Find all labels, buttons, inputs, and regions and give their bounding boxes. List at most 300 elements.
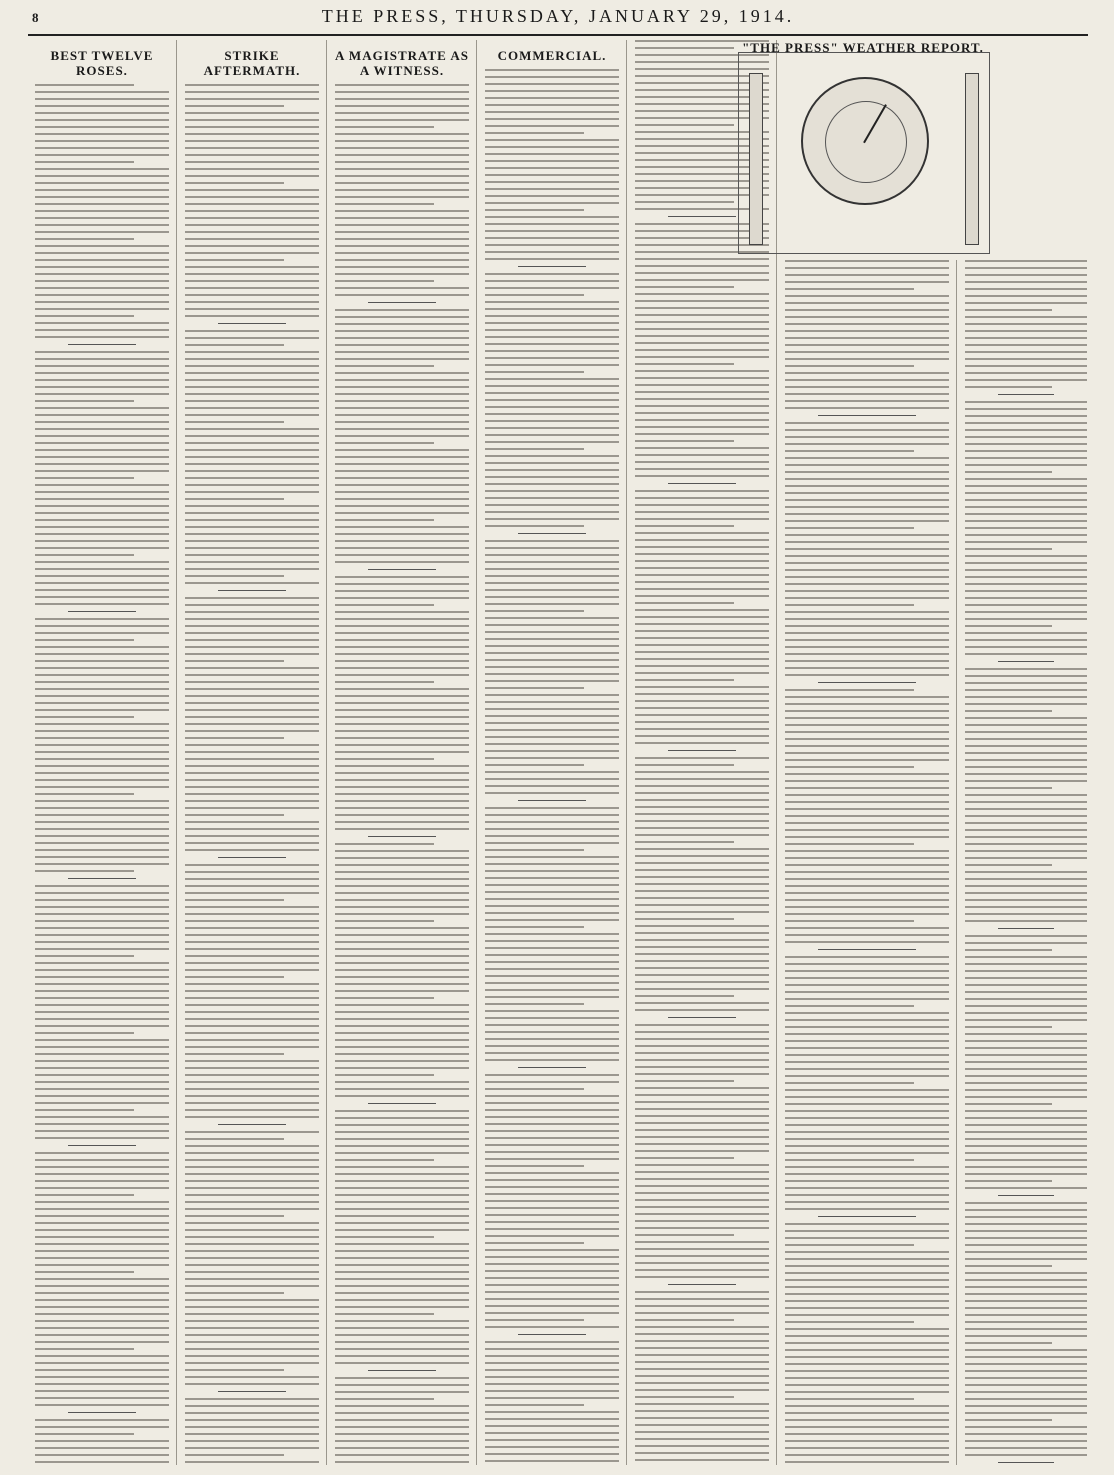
text-line: [485, 160, 619, 162]
text-line: [485, 413, 619, 415]
text-line: [335, 456, 469, 458]
text-line: [35, 1341, 169, 1343]
text-line: [965, 759, 1087, 761]
text-line: [335, 1067, 469, 1069]
text-line: [785, 499, 949, 501]
text-line: [485, 975, 619, 977]
text-line: [485, 1130, 619, 1132]
text-line: [335, 1341, 469, 1343]
text-line: [335, 1060, 469, 1062]
text-line: [965, 1363, 1087, 1365]
text-line: [965, 1209, 1087, 1211]
text-line: [485, 708, 619, 710]
text-line: [335, 1313, 434, 1315]
text-line: [35, 224, 169, 226]
text-line: [635, 1080, 734, 1082]
text-line: [35, 1208, 169, 1210]
text-line: [35, 315, 134, 317]
text-line: [965, 401, 1087, 403]
text-line: [35, 1426, 169, 1428]
text-line: [635, 686, 769, 688]
text-line: [185, 568, 319, 570]
text-line: [635, 1122, 769, 1124]
text-line: [965, 1342, 1052, 1344]
text-line: [635, 265, 769, 267]
text-line: [335, 1039, 469, 1041]
text-line: [635, 1115, 769, 1117]
text-line: [185, 1236, 319, 1238]
text-line: [785, 1384, 949, 1386]
text-line: [335, 913, 469, 915]
text-line: [965, 569, 1087, 571]
text-line: [185, 358, 319, 360]
text-line: [185, 561, 319, 563]
text-line: [335, 716, 469, 718]
text-line: [185, 98, 319, 100]
text-line: [35, 133, 169, 135]
text-line: [35, 428, 169, 430]
text-line: [635, 771, 769, 773]
text-line: [785, 422, 949, 424]
text-line: [35, 786, 169, 788]
text-line: [335, 182, 469, 184]
text-line: [485, 237, 619, 239]
text-line: [635, 475, 769, 477]
text-line: [965, 625, 1052, 627]
text-line: [185, 1419, 319, 1421]
text-line: [185, 245, 319, 247]
text-line: [35, 1285, 169, 1287]
text-line: [335, 1454, 469, 1456]
text-line: [335, 1405, 469, 1407]
text-line: [965, 1131, 1087, 1133]
text-line: [335, 1250, 469, 1252]
text-line: [35, 892, 169, 894]
text-line: [485, 561, 619, 563]
text-line: [185, 470, 319, 472]
text-line: [335, 1004, 469, 1006]
text-line: [635, 314, 769, 316]
text-line: [185, 463, 319, 465]
text-line: [185, 1292, 284, 1294]
text-line: [335, 674, 469, 676]
text-line: [785, 330, 949, 332]
text-line: [335, 751, 469, 753]
text-line: [185, 1229, 319, 1231]
text-line: [335, 484, 469, 486]
text-line: [635, 974, 769, 976]
text-line: [35, 301, 169, 303]
text-line: [485, 504, 619, 506]
text-line: [965, 836, 1087, 838]
text-line: [485, 1312, 619, 1314]
text-line: [185, 1306, 319, 1308]
column-3: [328, 40, 477, 1465]
text-line: [965, 506, 1087, 508]
text-line: [635, 307, 769, 309]
text-line: [335, 576, 469, 578]
text-line: [335, 1032, 469, 1034]
text-line: [335, 540, 469, 542]
text-line: [185, 337, 319, 339]
text-line: [785, 400, 949, 402]
text-line: [965, 288, 1087, 290]
text-line: [335, 98, 469, 100]
text-line: [635, 778, 769, 780]
text-line: [185, 435, 319, 437]
text-line: [185, 1250, 319, 1252]
text-line: [965, 429, 1087, 431]
text-line: [185, 716, 319, 718]
text-line: [185, 1095, 319, 1097]
text-line: [485, 448, 584, 450]
text-line: [635, 623, 769, 625]
text-line: [35, 660, 169, 662]
section-rule: [368, 1103, 436, 1104]
text-line: [485, 209, 584, 211]
text-line: [335, 147, 469, 149]
text-line: [965, 1314, 1087, 1316]
text-line: [185, 196, 319, 198]
text-line: [965, 260, 1087, 262]
text-line: [635, 757, 769, 759]
section-rule: [668, 750, 736, 751]
text-line: [35, 449, 169, 451]
section-rule: [998, 928, 1054, 929]
text-line: [185, 175, 319, 177]
text-line: [965, 499, 1087, 501]
text-line: [785, 393, 949, 395]
text-line: [185, 505, 319, 507]
section-rule: [518, 533, 586, 534]
text-line: [485, 1038, 619, 1040]
text-line: [635, 412, 769, 414]
text-line: [335, 1046, 469, 1048]
text-line: [965, 829, 1087, 831]
text-line: [635, 1227, 769, 1229]
text-line: [35, 554, 134, 556]
text-line: [785, 1328, 949, 1330]
text-line: [635, 855, 769, 857]
text-line: [965, 450, 1087, 452]
text-line: [485, 807, 619, 809]
text-line: [785, 984, 949, 986]
text-line: [635, 862, 769, 864]
text-line: [185, 168, 319, 170]
text-line: [185, 1215, 284, 1217]
text-line: [785, 906, 949, 908]
text-line: [335, 1222, 469, 1224]
text-line: [635, 742, 769, 744]
text-line: [635, 960, 769, 962]
text-line: [35, 1320, 169, 1322]
text-line: [335, 280, 434, 282]
text-line: [35, 870, 134, 872]
text-line: [965, 780, 1087, 782]
text-line: [185, 1138, 284, 1140]
text-line: [335, 920, 434, 922]
text-line: [965, 443, 1087, 445]
text-line: [785, 1293, 949, 1295]
text-line: [185, 828, 319, 830]
text-line: [185, 899, 284, 901]
text-line: [35, 568, 169, 570]
text-line: [35, 477, 134, 479]
text-line: [635, 658, 769, 660]
text-line: [635, 1410, 769, 1412]
text-line: [635, 1150, 769, 1152]
text-line: [485, 821, 619, 823]
text-line: [185, 604, 319, 606]
text-line: [35, 161, 134, 163]
text-line: [185, 1447, 319, 1449]
text-line: [635, 1031, 769, 1033]
text-line: [185, 660, 284, 662]
text-line: [635, 876, 769, 878]
text-line: [35, 793, 134, 795]
text-line: [485, 1432, 619, 1434]
text-line: [35, 1060, 169, 1062]
text-line: [785, 1363, 949, 1365]
text-line: [635, 932, 769, 934]
text-line: [335, 400, 469, 402]
text-line: [785, 1461, 949, 1463]
text-line: [485, 223, 619, 225]
text-line: [35, 91, 169, 93]
text-line: [185, 1285, 319, 1287]
text-line: [485, 455, 619, 457]
text-line: [965, 1173, 1087, 1175]
text-line: [635, 1389, 769, 1391]
text-line: [35, 990, 169, 992]
text-line: [35, 386, 169, 388]
text-line: [35, 1025, 169, 1027]
text-line: [335, 941, 469, 943]
text-line: [335, 351, 469, 353]
text-line: [635, 497, 769, 499]
text-line: [335, 1208, 469, 1210]
text-line: [785, 1272, 949, 1274]
text-line: [185, 906, 319, 908]
text-line: [185, 1032, 319, 1034]
text-line: [35, 899, 169, 901]
text-line: [335, 1355, 469, 1357]
text-line: [635, 799, 769, 801]
text-line: [185, 667, 319, 669]
text-line: [965, 1391, 1087, 1393]
text-line: [35, 336, 169, 338]
text-line: [485, 181, 619, 183]
text-line: [485, 322, 619, 324]
text-line: [485, 540, 619, 542]
text-line: [965, 1440, 1087, 1442]
section-rule: [668, 1284, 736, 1285]
text-line: [965, 963, 1087, 965]
text-line: [785, 1026, 949, 1028]
text-line: [185, 1152, 319, 1154]
text-line: [635, 363, 734, 365]
text-line: [35, 189, 169, 191]
text-line: [965, 1349, 1087, 1351]
text-line: [335, 393, 469, 395]
text-line: [185, 674, 319, 676]
text-line: [635, 602, 734, 604]
text-line: [635, 644, 769, 646]
text-line: [635, 1213, 769, 1215]
text-line: [35, 112, 169, 114]
text-line: [785, 632, 949, 634]
text-line: [185, 814, 284, 816]
text-line: [635, 1164, 769, 1166]
text-line: [35, 414, 169, 416]
text-line: [185, 871, 319, 873]
text-line: [185, 800, 319, 802]
text-line: [635, 124, 734, 126]
text-line: [35, 1348, 134, 1350]
text-line: [335, 330, 469, 332]
text-line: [185, 252, 319, 254]
text-line: [485, 153, 619, 155]
text-line: [785, 1447, 949, 1449]
text-line: [35, 927, 169, 929]
text-line: [485, 603, 619, 605]
text-line: [185, 723, 319, 725]
text-line: [185, 1383, 319, 1385]
text-line: [635, 679, 734, 681]
text-line: [785, 1187, 949, 1189]
text-line: [335, 1398, 434, 1400]
text-line: [635, 293, 769, 295]
text-line: [635, 349, 769, 351]
text-line: [35, 1334, 169, 1336]
text-line: [965, 653, 1087, 655]
text-line: [485, 722, 619, 724]
text-line: [485, 371, 584, 373]
text-line: [335, 554, 469, 556]
text-line: [785, 590, 949, 592]
text-line: [185, 646, 319, 648]
text-line: [185, 147, 319, 149]
text-line: [335, 154, 469, 156]
text-line: [335, 126, 434, 128]
text-line: [635, 728, 769, 730]
text-line: [785, 1433, 949, 1435]
text-line: [635, 1417, 769, 1419]
text-line: [485, 378, 619, 380]
text-line: [785, 1138, 949, 1140]
section-rule: [218, 590, 286, 591]
text-line: [785, 1405, 949, 1407]
text-line: [785, 1019, 949, 1021]
text-line: [785, 436, 949, 438]
text-line: [185, 498, 284, 500]
text-line: [785, 885, 949, 887]
text-line: [965, 1293, 1087, 1295]
text-line: [185, 920, 319, 922]
text-line: [35, 1166, 169, 1168]
text-line: [335, 491, 469, 493]
text-line: [335, 358, 469, 360]
text-line: [35, 1433, 134, 1435]
text-line: [965, 703, 1087, 705]
text-line: [335, 639, 469, 641]
text-line: [335, 646, 469, 648]
text-line: [185, 91, 319, 93]
text-line: [785, 1054, 949, 1056]
text-line: [35, 856, 169, 858]
text-line: [35, 329, 169, 331]
text-line: [965, 787, 1052, 789]
text-line: [785, 358, 949, 360]
text-line: [785, 1047, 949, 1049]
text-line: [35, 512, 169, 514]
text-line: [185, 934, 319, 936]
text-line: [485, 280, 619, 282]
text-line: [965, 1307, 1087, 1309]
text-line: [485, 132, 584, 134]
text-line: [965, 682, 1087, 684]
text-line: [785, 794, 949, 796]
text-line: [185, 84, 319, 86]
text-line: [635, 1101, 769, 1103]
text-line: [635, 1185, 769, 1187]
text-line: [785, 576, 949, 578]
text-line: [335, 899, 469, 901]
text-line: [965, 1433, 1087, 1435]
text-line: [785, 583, 949, 585]
text-line: [335, 737, 469, 739]
text-line: [35, 196, 169, 198]
text-line: [35, 1229, 169, 1231]
text-line: [35, 484, 169, 486]
section-rule: [998, 1195, 1054, 1196]
text-line: [35, 1454, 169, 1456]
text-line: [485, 1179, 619, 1181]
text-line: [335, 604, 434, 606]
text-line: [35, 351, 169, 353]
text-line: [485, 441, 619, 443]
text-line: [485, 1045, 619, 1047]
text-line: [335, 1440, 469, 1442]
text-line: [185, 526, 319, 528]
text-line: [785, 618, 949, 620]
text-line: [335, 1384, 469, 1386]
text-line: [335, 1257, 469, 1259]
text-line: [335, 990, 469, 992]
text-line: [785, 710, 949, 712]
text-line: [35, 1011, 169, 1013]
text-line: [335, 1306, 469, 1308]
text-line: [485, 76, 619, 78]
text-line: [635, 1347, 769, 1349]
text-line: [635, 300, 769, 302]
text-line: [185, 1067, 319, 1069]
text-line: [485, 771, 619, 773]
text-line: [965, 675, 1087, 677]
text-line: [965, 1033, 1087, 1035]
text-line: [785, 731, 949, 733]
text-line: [965, 457, 1087, 459]
text-line: [485, 258, 619, 260]
text-line: [185, 864, 319, 866]
text-line: [185, 217, 319, 219]
text-line: [335, 435, 469, 437]
text-line: [185, 744, 319, 746]
text-line: [635, 1291, 769, 1293]
text-line: [635, 637, 769, 639]
text-line: [785, 745, 949, 747]
text-line: [965, 1286, 1087, 1288]
